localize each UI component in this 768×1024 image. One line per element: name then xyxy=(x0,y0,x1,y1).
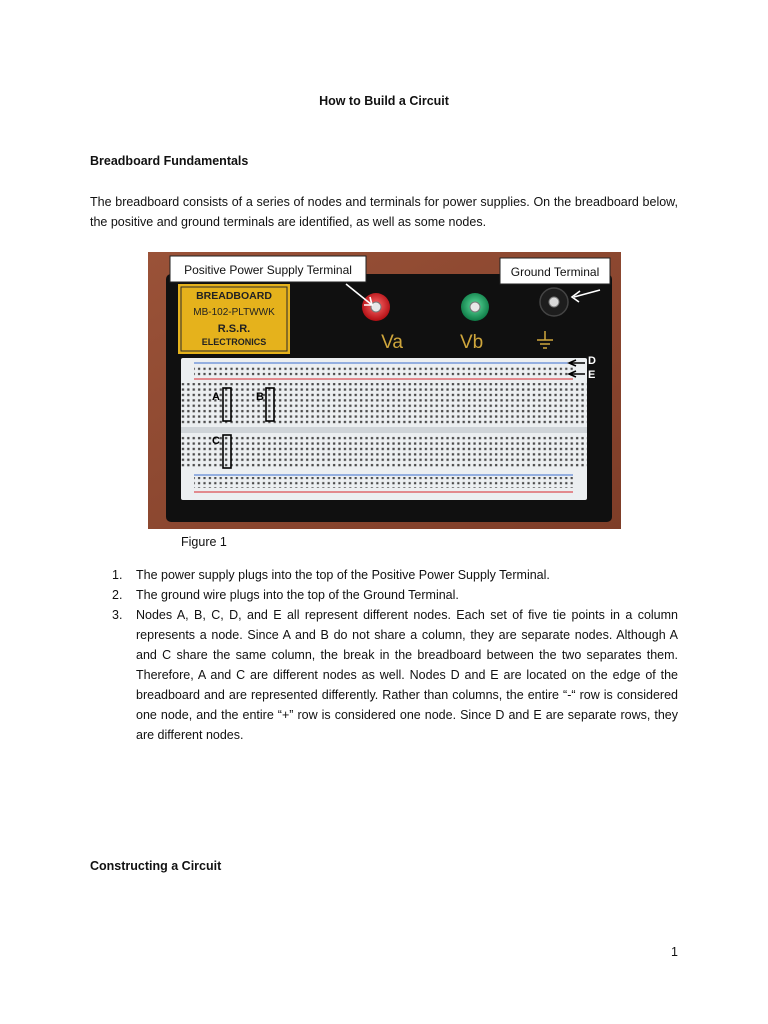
svg-text:Ground Terminal: Ground Terminal xyxy=(510,265,600,279)
list-item-number: 3. xyxy=(112,608,123,622)
list-item xyxy=(112,565,678,585)
svg-text:Va: Va xyxy=(381,332,403,353)
svg-text:D: D xyxy=(588,355,596,367)
svg-text:A: A xyxy=(212,391,220,403)
svg-text:Positive Power Supply Terminal: Positive Power Supply Terminal xyxy=(184,263,352,277)
breadboard-surface xyxy=(181,358,587,500)
svg-text:B: B xyxy=(256,391,264,403)
numbered-list xyxy=(112,565,678,745)
list-item xyxy=(112,605,678,745)
svg-text:BREADBOARD: BREADBOARD xyxy=(196,290,272,302)
figure-caption: Figure 1 xyxy=(181,535,227,549)
breadboard-figure xyxy=(148,252,621,529)
page-number: 1 xyxy=(671,945,678,959)
brand-label xyxy=(178,284,290,354)
svg-text:E: E xyxy=(588,369,596,381)
list-item xyxy=(112,585,678,605)
section-heading-constructing-a-circuit: Constructing a Circuit xyxy=(90,859,222,873)
list-item-text: The power supply plugs into the top of the Positive Power Supply Terminal. xyxy=(136,568,550,582)
list-item-text: The ground wire plugs into the top of the Ground Terminal. xyxy=(136,588,459,602)
svg-text:MB-102-PLTWWK: MB-102-PLTWWK xyxy=(193,307,275,318)
list-item-text: Nodes A, B, C, D, and E all represent different nodes. Each set of five tie points in a column represents a node. Since A and B do not share a column, they are separate nodes. Although A and C share the same column, the break in the breadboard between the two separates them. Therefore, A and C are different nodes as well. Nodes D and E are located on the edge of the breadboard and are represented differently. Rather than columns, the entire “-“ row is considered one node, and the entire “+” row is considered one node. Since D and E are separate rows, they are different nodes. xyxy=(136,608,678,742)
list-item-number: 2. xyxy=(112,588,123,602)
intro-paragraph: The breadboard consists of a series of nodes and terminals for power supplies. On the breadboard below, the positive and ground terminals are identified, as well as some nodes. xyxy=(90,195,678,229)
svg-text:ELECTRONICS: ELECTRONICS xyxy=(201,337,267,347)
svg-text:R.S.R.: R.S.R. xyxy=(217,323,251,335)
document-title: How to Build a Circuit xyxy=(319,94,449,108)
section-heading-breadboard-fundamentals: Breadboard Fundamentals xyxy=(90,154,249,168)
svg-text:Vb: Vb xyxy=(460,332,484,353)
list-item-number: 1. xyxy=(112,568,123,582)
svg-text:C: C xyxy=(212,435,220,447)
